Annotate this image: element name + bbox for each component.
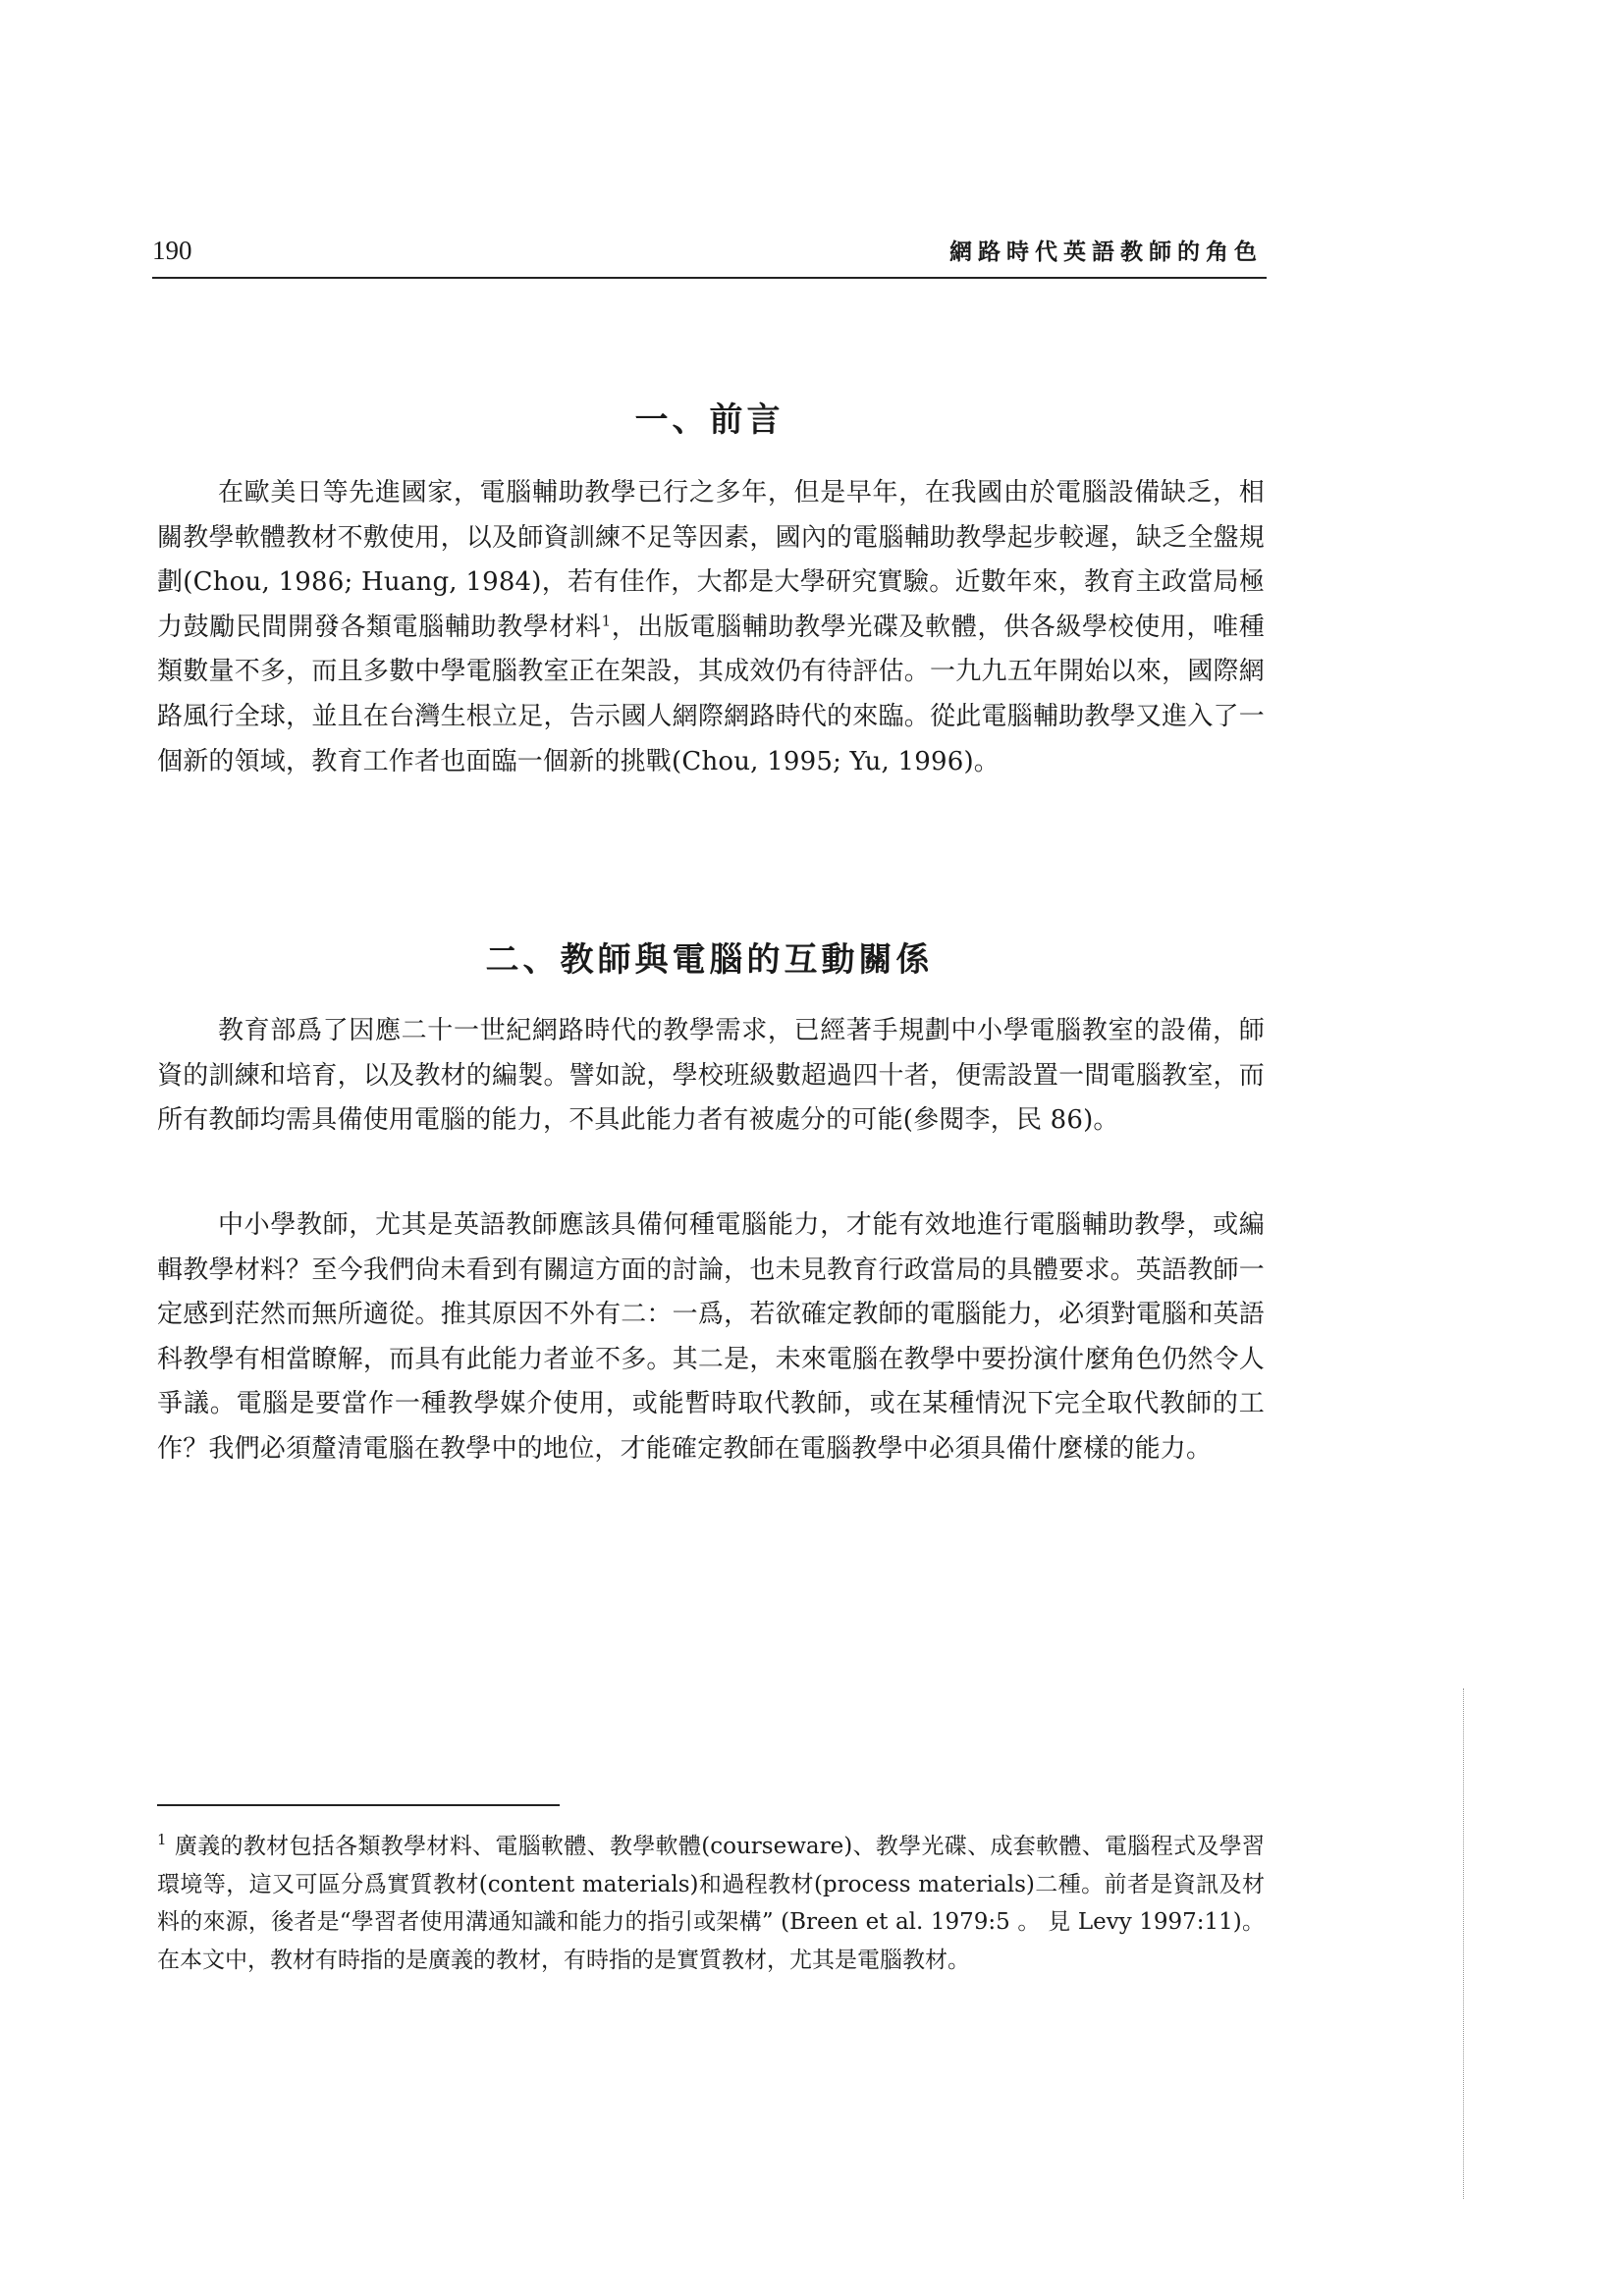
header-rule: [152, 277, 1267, 279]
running-head: [152, 228, 1267, 273]
scan-edge-artifact: [1463, 1688, 1464, 2199]
footnote: [157, 1828, 1265, 1979]
section-heading-introduction: 一、前言: [634, 400, 785, 440]
paragraph-text-continued: ，出版電腦輔助教學光碟及軟體，供各級學校使用，唯種類數量不多，而且多數中學電腦教室正在架設，其成效仍有待評估。一九九五年開始以來，國際網路風行全球，並且在台灣生根立足，告示國人網際網路時代的來臨。從此電腦輔助教學又進入了一個新的領域，教育工作者也面臨一個新的挑戰(Chou, 1995; Yu, 1996)。: [157, 612, 1265, 776]
introduction-paragraph: [157, 471, 1265, 784]
paragraph-text: 在歐美日等先進國家，電腦輔助教學已行之多年，但是早年，在我國由於電腦設備缺乏，相關教學軟體教材不敷使用，以及師資訓練不足等因素，國內的電腦輔助教學起步較遲，缺乏全盤規劃(Chou, 1986; Huang, 1984)，若有佳作，大都是大學研究實驗。近數年來，教育主政當局極力鼓勵民間開發各類電腦輔助教學材料: [157, 478, 1265, 642]
footnote-mark: 1: [157, 1831, 167, 1849]
footnote-reference: 1: [601, 612, 612, 630]
footnote-rule: [157, 1804, 560, 1806]
section-two-paragraph-1: 教育部爲了因應二十一世紀網路時代的教學需求，已經著手規劃中小學電腦教室的設備，師資的訓練和培育，以及教材的編製。譬如說，學校班級數超過四十者，便需設置一間電腦教室，而所有教師均需具備使用電腦的能力，不具此能力者有被處分的可能(參閱李，民 86)。: [157, 1016, 1265, 1136]
footnote-text: 廣義的教材包括各類教學材料、電腦軟體、教學軟體(courseware)、教學光碟、成套軟體、電腦程式及學習環境等，這又可區分爲實質教材(content materials)和過程教材(process materials)二種。前者是資訊及材料的來源，後者是“學習者使用溝通知識和能力的指引或架構” (Breen et al. 1979:5 。 見 Levy 1997:11)。 在本文中，教材有時指的是廣義的教材，有時指的是實質教材，尤其是電腦教材。: [157, 1834, 1265, 1973]
running-title: 網路時代英語教師的角色: [949, 240, 1263, 265]
section-heading-teacher-computer-relationship: 二、教師與電腦的互動關係: [485, 940, 934, 980]
section-two-paragraph-2: 中小學教師，尤其是英語教師應該具備何種電腦能力，才能有效地進行電腦輔助教學，或編輯教學材料？至今我們尙未看到有關這方面的討論，也未見教育行政當局的具體要求。英語教師一定感到茫然而無所適從。推其原因不外有二：一爲，若欲確定教師的電腦能力，必須對電腦和英語科教學有相當瞭解，而具有此能力者並不多。其二是，未來電腦在教學中要扮演什麼角色仍然令人爭議。電腦是要當作一種教學媒介使用，或能暫時取代教師，或在某種情況下完全取代教師的工作？我們必須釐清電腦在教學中的地位，才能確定教師在電腦教學中必須具備什麼樣的能力。: [157, 1210, 1265, 1464]
page-number: 190: [152, 236, 192, 265]
